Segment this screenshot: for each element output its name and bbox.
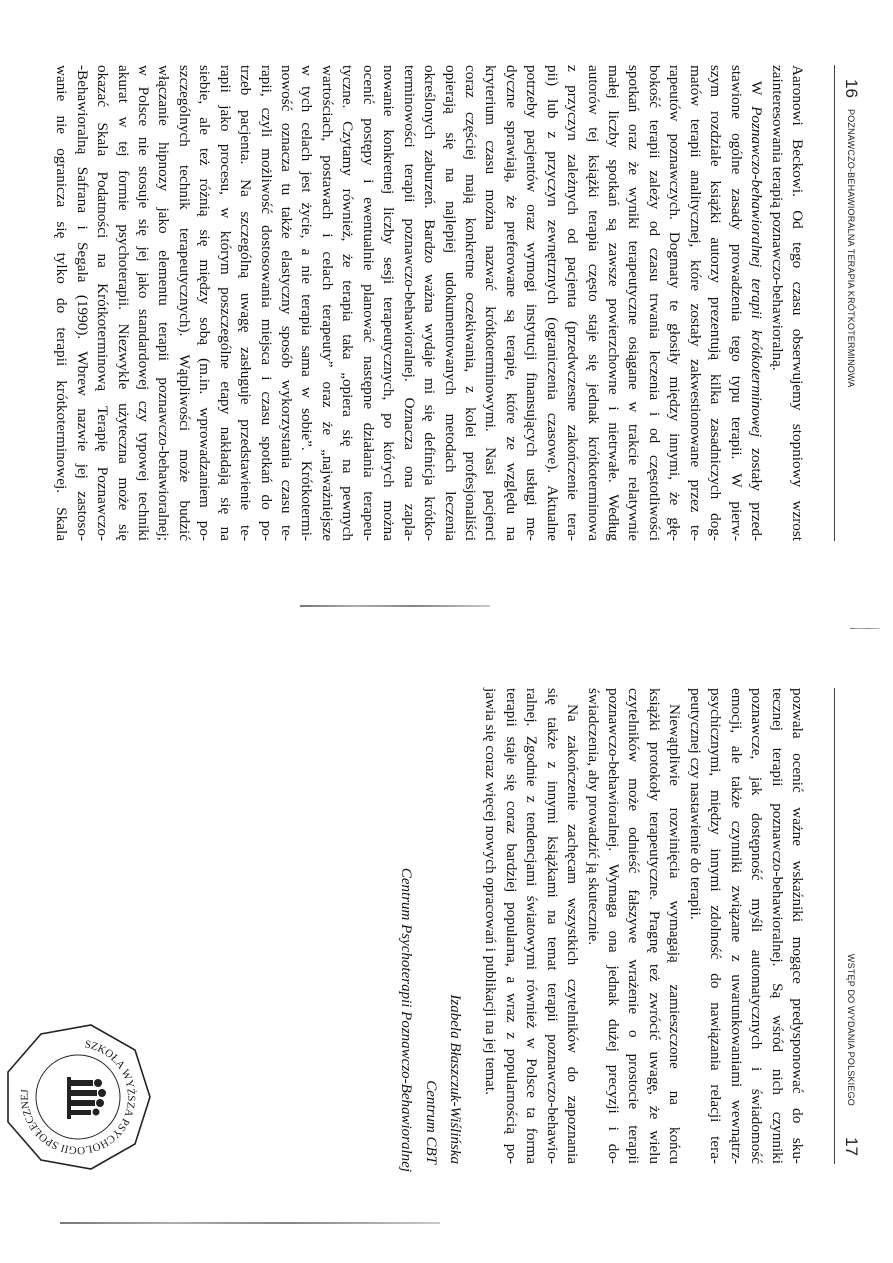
text-line: stawione ogólne zasady prowadzenia tego typu terapii. W pierw- [727, 65, 745, 541]
text-line: nowanie konkretnej liczby sesji terapeutycznych, po których można [380, 65, 398, 541]
text-line: okazać Skala Podatności na Krótkoterminową Terapię Poznawczo- [94, 65, 112, 541]
text-line: ralnej. Zgodnie z tendencjami światowymi również w Polsce ta forma [523, 688, 541, 1164]
text-line: wartościach, postawach i celach terapeuty” oraz że „najważniejsze [318, 65, 336, 541]
scan-artifact [300, 605, 490, 607]
scan-artifact [850, 628, 880, 629]
text-line: czytelników może odnieść fałszywe wrażenie o prostocie terapii [625, 688, 643, 1164]
text-line: Niewątpliwie rozwinięcia wymagają zamieszczone na końcu [666, 704, 684, 1164]
text-line: potrzeby pacjentów oraz wymogi instytucji finansujących usługi me- [523, 65, 541, 541]
running-header [839, 688, 861, 1164]
text-line: świadczenia, aby prowadzić ją skutecznie. [584, 688, 602, 946]
text-line: coraz częściej mają konkretne oczekiwania, z kolei profesjonaliści [462, 65, 479, 541]
text-line: określonych zaburzeń. Bardzo ważna wydaje mi się definicja krótko- [421, 65, 439, 541]
text-line: tecznej terapii poznawczo-behawioralnej. Są wśród nich czynniki [768, 688, 786, 1164]
text-line: opierają się na najlepiej udokumentowanych metodach leczenia [441, 65, 459, 541]
text-line: nowość oznacza tu także elastyczny sposób wykorzystania czasu te- [278, 65, 296, 541]
text-line: akurat w tej formie psychoterapii. Niezwykle użyteczna może się [114, 65, 132, 541]
text-run: W [748, 81, 766, 107]
stamp-emblem [67, 1077, 106, 1119]
text-run: zostały przed- [748, 437, 766, 542]
text-line: szczególnych technik terapeutycznych). Wątpliwości może budzić [175, 65, 193, 541]
page-number: 16 [842, 79, 861, 98]
header-rule [834, 688, 835, 1164]
text-line: siebie, ale też różnią się między sobą (m.in. wprowadzaniem po- [196, 65, 214, 541]
text-line: ocenić postępy i ewentualnie planować następne działania terapeu- [359, 65, 377, 541]
text-line: jawia się coraz więcej nowych opracowań i publikacji na jej temat. [482, 688, 500, 1095]
text-line: Aaronowi Beckowi. Od tego czasu obserwujemy stopniowy wzrost [789, 65, 806, 541]
text-line: rapii jako procesu, w którym poszczególne etapy nakładają się na [216, 65, 234, 541]
text-line: w Polsce nie stosuje się jej jako standardowej czy typowej techniki [135, 65, 152, 541]
running-header [839, 65, 861, 541]
text-line: autorów tej książki terapia często staje się jednak krótkoterminowa [584, 65, 602, 541]
text-line: książki protokoły terapeutyczne. Pragnę też zwrócić uwagę, że wielu [645, 688, 663, 1164]
text-line: poznawczo-behawioralnej. Wymaga ona jednak dużej precyzji i do- [605, 688, 623, 1164]
scan-artifact [60, 1222, 440, 1224]
text-line: -Behawioralną Safrana i Segala (1990). Wbrew nazwie jej zastoso- [73, 65, 91, 541]
header-rule [834, 65, 835, 541]
text-line: pii) lub z przyczyn zewnętrznych (ograniczenia czasowe). Aktualne [543, 65, 561, 541]
page-number: 17 [842, 1137, 861, 1156]
signature-author: Izabela Błaszczuk-Wiślińska [447, 994, 463, 1164]
text-line: terminowości terapii poznawczo-behawioralnej. Oznacza ona zapla- [400, 65, 418, 541]
left-page [0, 65, 893, 541]
text-line: się także z innymi książkami na temat terapii poznawczo-behawio- [543, 688, 561, 1164]
book-title-italic: Poznawczo-behawioralnej terapii krótkoterminowej [748, 106, 766, 438]
text-line: w tych celach jest życie, a nie terapia sama w sobie”. Krótkotermi- [298, 65, 316, 541]
text-line: rapeutów poznawczych. Dogmaty te głosiły między innymi, że głę- [666, 65, 684, 541]
text-line: peutycznej czy nastawienie do terapii. [686, 688, 704, 920]
text-line: bokość terapii zależy od czasu trwania leczenia i od częstotliwości [645, 65, 663, 541]
text-line: włączanie hipnozy jako elementu terapii poznawczo-behawioralnej; [155, 65, 173, 541]
text-line: trzeb pacjenta. Na szczególną uwagę zasługuje przedstawienie te- [237, 65, 255, 541]
text-line: pozwala ocenić ważne wskaźniki mogące predysponować do sku- [789, 688, 806, 1164]
text-line: dyczne sprawiają, że preferowane są terapie, które ze względu na [502, 65, 520, 541]
text-line: kryterium czasu można nazwać krótkoterminowymi. Nasi pacjenci [482, 65, 500, 541]
running-head-title: WSTĘP DO WYDANIA POLSKIEGO [846, 953, 856, 1106]
text-line: szym rozdziale książki autorzy prezentują kilka zasadniczych dog- [707, 65, 725, 541]
text-line: emocji, ale także czynniki związane z uwarunkowaniami wewnątrz- [727, 688, 745, 1164]
text-line: z przyczyn zależnych od pacjenta (przedwczesne zakończenie tera- [564, 65, 582, 541]
page-body-text [51, 65, 807, 541]
text-line [746, 65, 766, 541]
institution-stamp [3, 1022, 153, 1172]
text-line: wanie nie ogranicza się tylko do terapii krótkoterminowej. Skala [53, 65, 71, 541]
text-line: zainteresowania terapią poznawczo-behawioralną. [768, 65, 786, 371]
text-line: poznawcze, jak dostępność myśli automatycznych i świadomość [748, 688, 766, 1164]
signature-org-full: Centrum Psychoterapii Poznawczo-Behawioralnej [398, 867, 414, 1172]
text-line: terapii staje się coraz bardziej popularna, a wraz z popularnością po- [502, 688, 520, 1164]
text-line: psychicznymi, między innymi zdolność do nawiązania relacji tera- [707, 688, 725, 1164]
text-line: matów terapii analitycznej, które zostały zakwestionowane przez te- [686, 65, 704, 541]
text-line: małej liczby spotkań są zawsze powierzchowne i nietrwałe. Według [605, 65, 623, 541]
text-line: spotkań oraz że wyniki terapeutyczne osiągane w trakcie relatywnie [625, 65, 643, 541]
stamp-text: SZKOŁA WYŻSZA PSYCHOLOGII SPOŁECZNEJ [18, 1038, 138, 1157]
signature-org: Centrum CBT [423, 1080, 439, 1164]
page-body-text [480, 688, 807, 1164]
text-line: Na zakończenie zachęcam wszystkich czytelników do zapoznania [564, 704, 582, 1164]
text-line: rapii, czyli możliwość dostosowania miejsca i czasu spotkań do po- [257, 65, 275, 541]
running-head-title: POZNAWCZO-BEHAWIORALNA TERAPIA KRÓTKOTERMINOWA [846, 109, 856, 388]
text-line: tyczne. Czytamy również, że terapia taka „opiera się na pewnych [339, 65, 357, 541]
